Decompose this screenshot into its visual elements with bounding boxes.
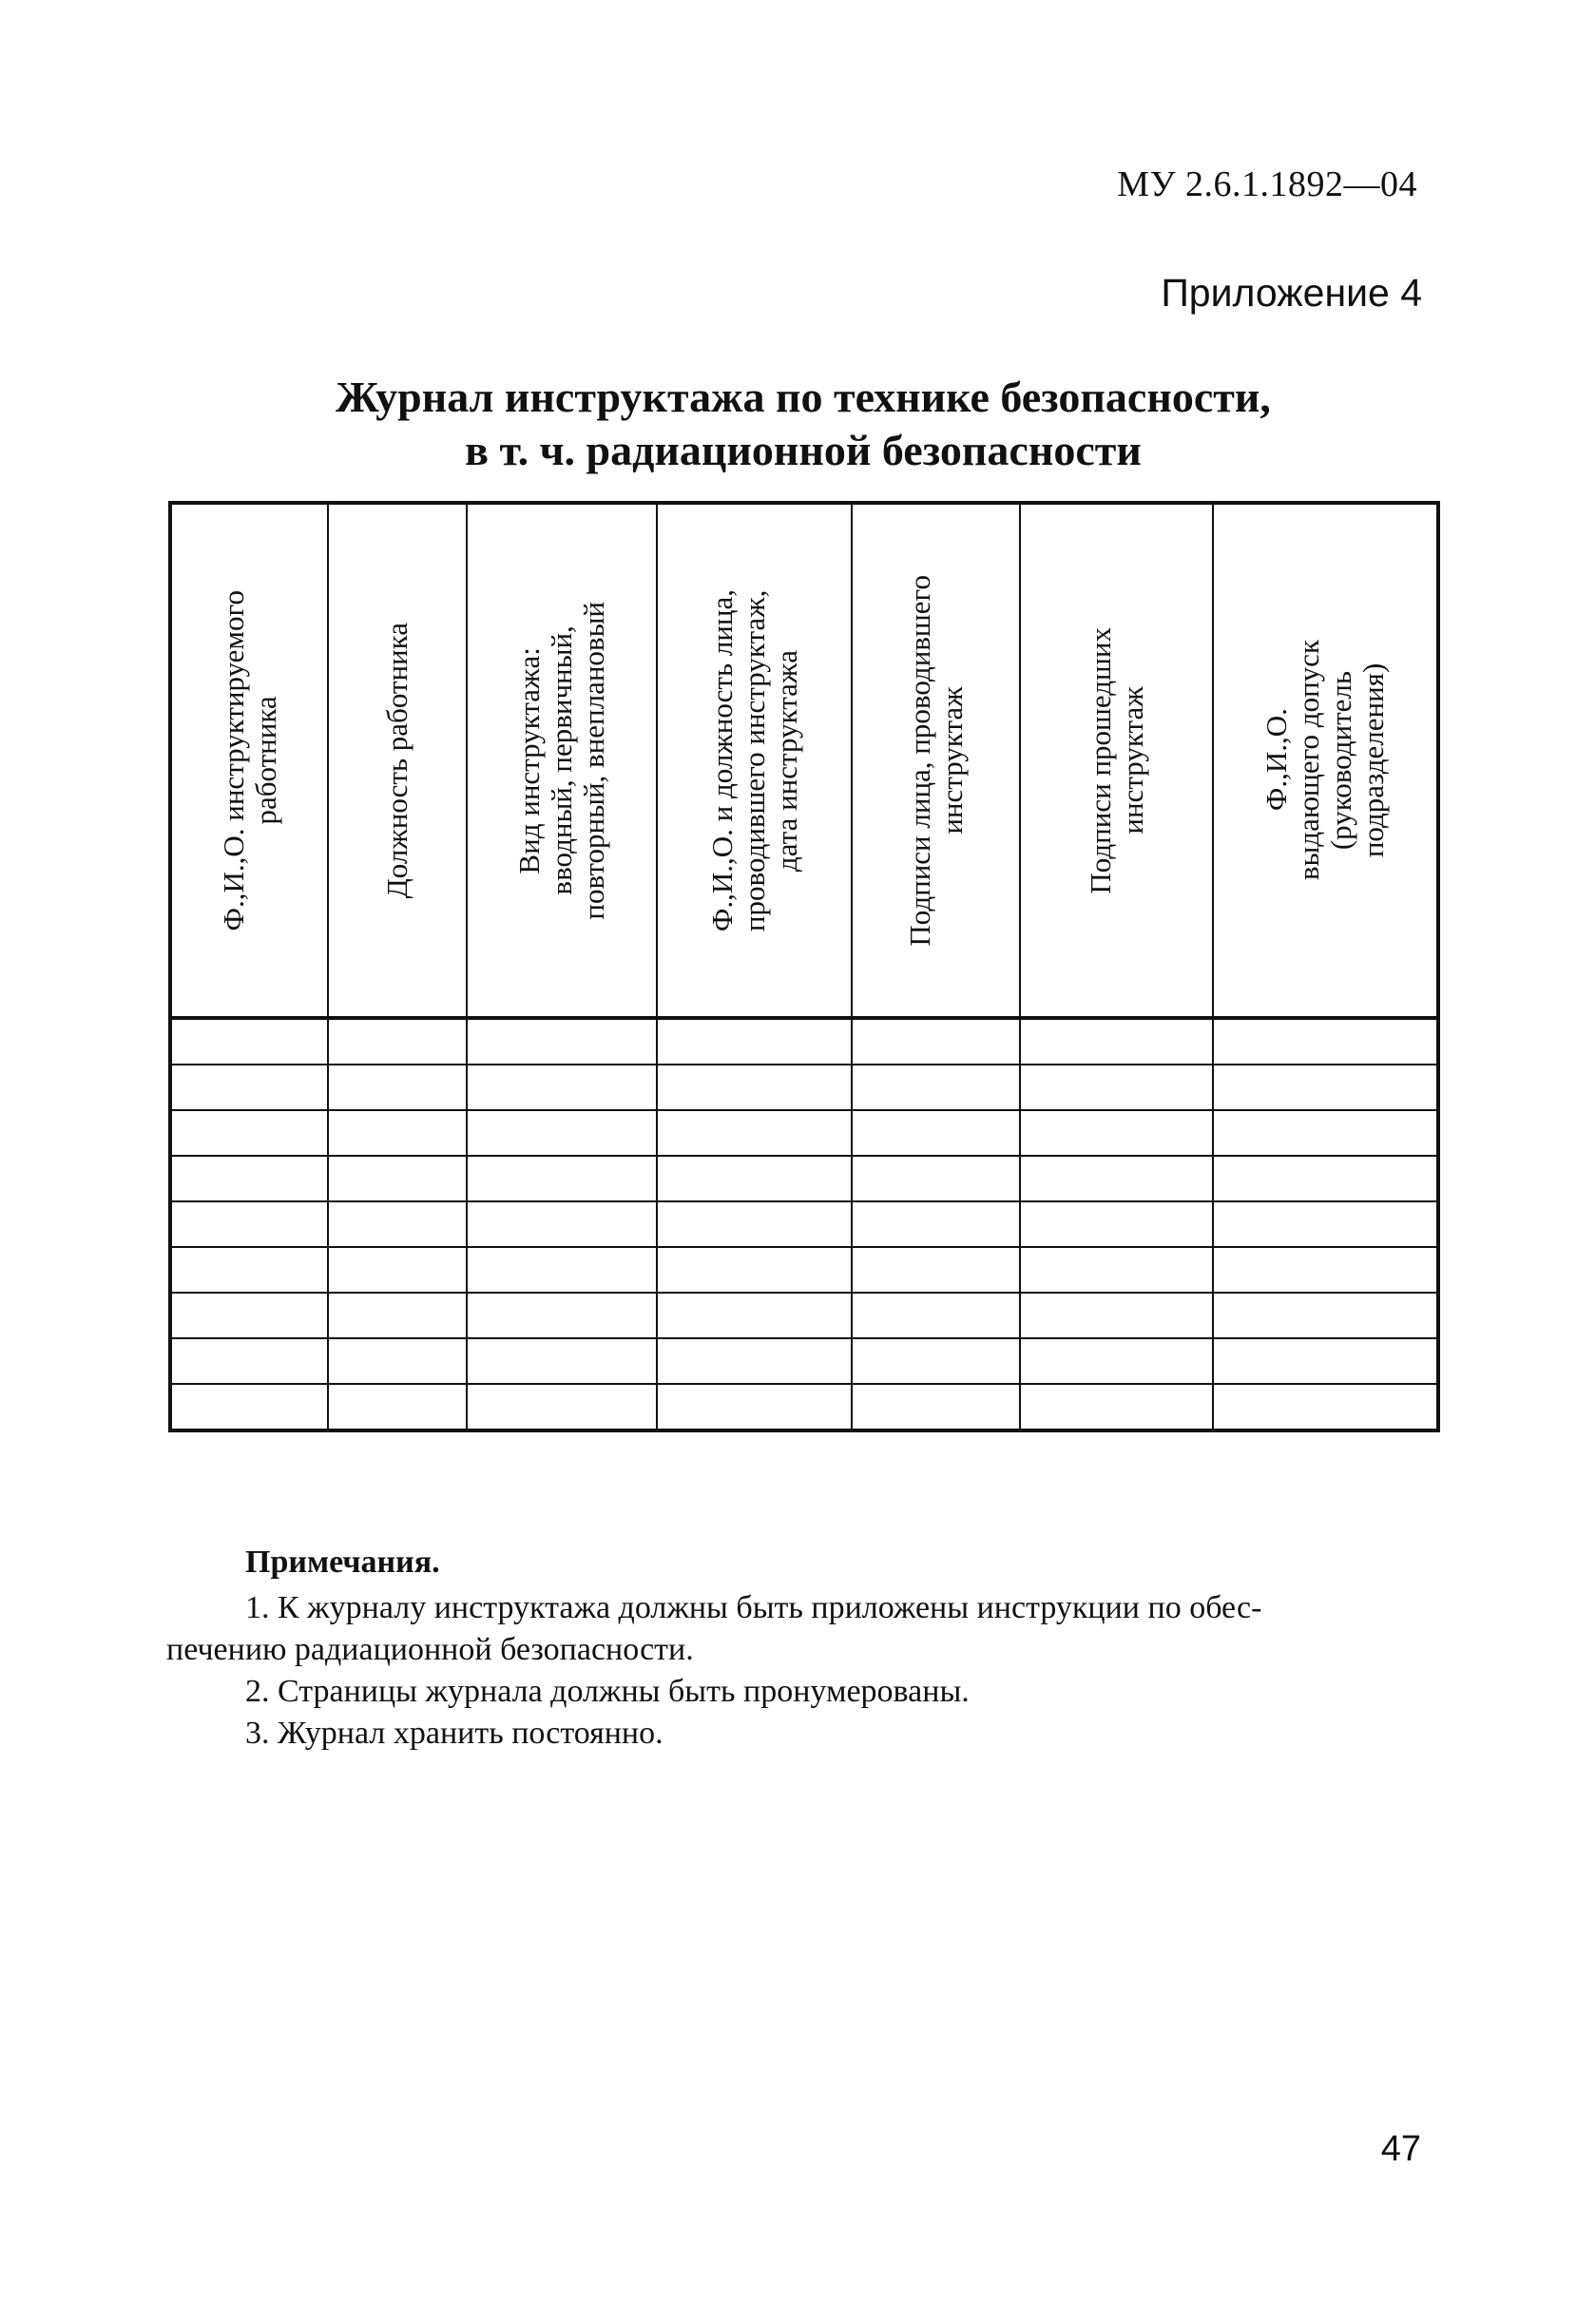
table-cell <box>852 1156 1020 1201</box>
table-cell <box>852 1384 1020 1430</box>
table-cell <box>170 1201 328 1247</box>
table-cell <box>328 1293 467 1338</box>
table-cell <box>657 1065 852 1110</box>
table-cell <box>657 1247 852 1293</box>
table-cell <box>328 1156 467 1201</box>
table-cell <box>328 1018 467 1065</box>
appendix-label: Приложение 4 <box>1161 271 1422 315</box>
note-item-1: 1. К журналу инструктажа должны быть приложены инструкции по обес- <box>245 1590 1262 1625</box>
table-row <box>170 1110 1438 1156</box>
table-cell <box>328 1338 467 1384</box>
table-row <box>170 1384 1438 1430</box>
table-cell <box>1213 1110 1438 1156</box>
table-row <box>170 1247 1438 1293</box>
table-cell <box>657 1338 852 1384</box>
table-body <box>170 1018 1438 1430</box>
table-cell <box>170 1156 328 1201</box>
table-cell <box>852 1338 1020 1384</box>
table-cell <box>1020 1338 1213 1384</box>
column-header-instructor <box>657 503 852 1018</box>
column-header-briefing-type <box>467 503 657 1018</box>
column-header-label: Подписи лица, проводившего инструктаж <box>902 574 969 947</box>
table-cell <box>1213 1201 1438 1247</box>
column-header-label: Ф.,И.,О. выдающего допуск (руководитель подразделения) <box>1259 640 1390 881</box>
table-cell <box>170 1338 328 1384</box>
table-cell <box>1213 1156 1438 1201</box>
table-cell <box>657 1201 852 1247</box>
table-cell <box>852 1201 1020 1247</box>
journal-title-line-1: Журнал инструктажа по технике безопасности, <box>336 373 1271 421</box>
table-cell <box>1020 1384 1213 1430</box>
table-cell <box>1213 1018 1438 1065</box>
table-row <box>170 1156 1438 1201</box>
table-cell <box>852 1018 1020 1065</box>
table-row <box>170 1065 1438 1110</box>
table-cell <box>1213 1338 1438 1384</box>
table-cell <box>170 1110 328 1156</box>
table-row <box>170 1201 1438 1247</box>
column-header-label: Вид инструктажа: вводный, первичный, повторный, внеплановый <box>512 601 610 920</box>
note-item-2: 2. Страницы журнала должны быть пронумерованы. <box>245 1674 970 1709</box>
table-cell <box>1213 1293 1438 1338</box>
page-number: 47 <box>1380 2129 1421 2169</box>
note-item-1-continuation: печению радиационной безопасности. <box>166 1632 694 1667</box>
table-cell <box>328 1384 467 1430</box>
journal-title-line-2: в т. ч. радиационной безопасности <box>465 426 1142 474</box>
table-cell <box>1020 1156 1213 1201</box>
table-cell <box>467 1384 657 1430</box>
table-cell <box>170 1018 328 1065</box>
table-cell <box>170 1065 328 1110</box>
table-cell <box>657 1384 852 1430</box>
table-cell <box>467 1156 657 1201</box>
table-cell <box>467 1065 657 1110</box>
table-cell <box>1020 1247 1213 1293</box>
table-cell <box>657 1018 852 1065</box>
table-cell <box>852 1293 1020 1338</box>
table-cell <box>467 1110 657 1156</box>
document-code: МУ 2.6.1.1892—04 <box>1117 164 1417 204</box>
column-header-label: Ф.,И.,О. и должность лица, проводившего инструктаж, дата инструктажа <box>704 588 803 932</box>
table-cell <box>1213 1384 1438 1430</box>
column-header-position <box>328 503 467 1018</box>
column-header-label: Подписи прошедших инструктаж <box>1083 626 1149 894</box>
table-cell <box>467 1293 657 1338</box>
table-row <box>170 1338 1438 1384</box>
column-header-trainee-signatures <box>1020 503 1213 1018</box>
table-cell <box>852 1065 1020 1110</box>
table-cell <box>328 1201 467 1247</box>
table-cell <box>170 1247 328 1293</box>
table-cell <box>328 1247 467 1293</box>
table-cell <box>467 1201 657 1247</box>
column-header-access-issuer <box>1213 503 1438 1018</box>
table-cell <box>852 1110 1020 1156</box>
column-header-label: Должность работника <box>380 622 413 899</box>
notes-heading: Примечания. <box>245 1545 440 1580</box>
table-cell <box>852 1247 1020 1293</box>
table-cell <box>657 1110 852 1156</box>
journal-table <box>168 501 1440 1432</box>
table-cell <box>1020 1201 1213 1247</box>
table-cell <box>1020 1293 1213 1338</box>
table-cell <box>1020 1065 1213 1110</box>
table-cell <box>170 1293 328 1338</box>
table-cell <box>657 1156 852 1201</box>
notes-section <box>166 1542 1436 1755</box>
table-row <box>170 1293 1438 1338</box>
table-cell <box>1213 1065 1438 1110</box>
table-cell <box>467 1338 657 1384</box>
table-cell <box>1020 1018 1213 1065</box>
table-cell <box>657 1293 852 1338</box>
table-cell <box>1213 1247 1438 1293</box>
note-item-3: 3. Журнал хранить постоянно. <box>245 1716 663 1751</box>
table-cell <box>1020 1110 1213 1156</box>
table-cell <box>467 1018 657 1065</box>
table-cell <box>170 1384 328 1430</box>
column-header-instructor-signature <box>852 503 1020 1018</box>
table-cell <box>467 1247 657 1293</box>
table-cell <box>328 1065 467 1110</box>
table-header-row <box>170 503 1438 1018</box>
table-cell <box>328 1110 467 1156</box>
column-header-label: Ф.,И.,О. инструктируемого работника <box>216 589 282 931</box>
column-header-trainee-name <box>170 503 328 1018</box>
table-row <box>170 1018 1438 1065</box>
